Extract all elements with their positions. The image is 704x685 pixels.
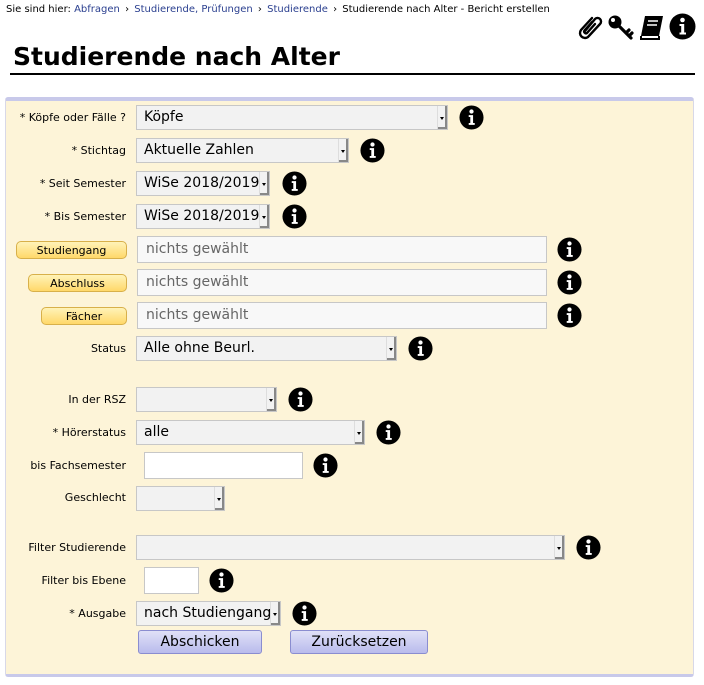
breadcrumb-link-abfragen[interactable]: Abfragen	[74, 4, 120, 15]
rsz-label: In der RSZ	[68, 393, 126, 406]
info-icon[interactable]	[557, 270, 582, 295]
info-icon[interactable]	[209, 568, 234, 593]
filter-ebene-input[interactable]	[144, 567, 199, 594]
ausgabe-value: nach Studiengang	[144, 605, 272, 621]
info-icon[interactable]	[282, 204, 307, 229]
dropdown-arrow-icon	[338, 139, 348, 162]
fachsemester-label: bis Fachsemester	[30, 459, 126, 472]
seit-semester-label: * Seit Semester	[39, 177, 126, 190]
studiengang-button[interactable]: Studiengang	[16, 241, 127, 259]
help-info-icon[interactable]	[669, 13, 696, 40]
abschluss-field[interactable]: nichts gewählt	[137, 269, 547, 296]
chevron-right-icon: ›	[125, 4, 130, 15]
faecher-field[interactable]: nichts gewählt	[137, 302, 547, 329]
dropdown-arrow-icon	[214, 487, 224, 510]
hoererstatus-select[interactable]	[136, 420, 365, 445]
studiengang-field[interactable]: nichts gewählt	[137, 236, 547, 263]
stichtag-label: * Stichtag	[71, 144, 126, 157]
bis-semester-label: * Bis Semester	[44, 210, 126, 223]
paperclip-icon[interactable]	[577, 13, 605, 41]
filter-ebene-label: Filter bis Ebene	[41, 574, 126, 587]
status-value: Alle ohne Beurl.	[144, 340, 255, 356]
faecher-button[interactable]: Fächer	[41, 307, 127, 325]
breadcrumb-link-studierende-pruefungen[interactable]: Studierende, Prüfungen	[134, 4, 253, 15]
chevron-right-icon: ›	[333, 4, 338, 15]
breadcrumb-link-studierende[interactable]: Studierende	[267, 4, 328, 15]
dropdown-arrow-icon	[386, 337, 396, 360]
status-label: Status	[90, 342, 126, 355]
dropdown-arrow-icon	[554, 536, 564, 559]
info-icon[interactable]	[376, 420, 401, 445]
submit-button[interactable]: Abschicken	[138, 630, 262, 654]
info-icon[interactable]	[408, 336, 433, 361]
filter-studierende-select[interactable]	[136, 535, 565, 560]
bis-semester-select[interactable]	[136, 204, 270, 229]
koepfe-value: Köpfe	[144, 109, 184, 125]
status-select[interactable]	[136, 336, 397, 361]
dropdown-arrow-icon	[437, 106, 447, 129]
filter-studierende-label: Filter Studierende	[28, 541, 126, 554]
reset-button[interactable]: Zurücksetzen	[290, 630, 428, 654]
info-icon[interactable]	[292, 601, 317, 626]
info-icon[interactable]	[557, 237, 582, 262]
geschlecht-select[interactable]	[136, 486, 225, 511]
info-icon[interactable]	[282, 171, 307, 196]
dropdown-arrow-icon	[259, 172, 269, 195]
seit-semester-select[interactable]	[136, 171, 270, 196]
key-icon[interactable]	[606, 13, 634, 41]
info-icon[interactable]	[576, 535, 601, 560]
info-icon[interactable]	[288, 387, 313, 412]
hoererstatus-value: alle	[144, 424, 169, 440]
dropdown-arrow-icon	[266, 388, 276, 411]
bis-semester-value: WiSe 2018/2019	[144, 208, 260, 224]
title-divider	[10, 73, 695, 75]
dropdown-arrow-icon	[259, 205, 269, 228]
koepfe-label: * Köpfe oder Fälle ?	[19, 111, 126, 124]
breadcrumb	[6, 4, 550, 15]
info-icon[interactable]	[360, 138, 385, 163]
breadcrumb-prefix: Sie sind hier:	[6, 4, 71, 15]
geschlecht-label: Geschlecht	[64, 491, 126, 504]
rsz-select[interactable]	[136, 387, 277, 412]
ausgabe-label: * Ausgabe	[69, 607, 126, 620]
breadcrumb-current: Studierende nach Alter - Bericht erstellen	[342, 4, 550, 15]
info-icon[interactable]	[459, 105, 484, 130]
dropdown-arrow-icon	[354, 421, 364, 444]
info-icon[interactable]	[313, 453, 338, 478]
koepfe-select[interactable]	[136, 105, 448, 130]
stichtag-select[interactable]	[136, 138, 349, 163]
abschluss-button[interactable]: Abschluss	[28, 274, 127, 292]
info-icon[interactable]	[557, 303, 582, 328]
seit-semester-value: WiSe 2018/2019	[144, 175, 260, 191]
fachsemester-input[interactable]	[144, 452, 303, 479]
chevron-right-icon: ›	[257, 4, 262, 15]
ausgabe-select[interactable]	[136, 601, 281, 626]
hoererstatus-label: * Hörerstatus	[52, 426, 126, 439]
book-icon[interactable]	[638, 13, 666, 41]
dropdown-arrow-icon	[270, 602, 280, 625]
page-title: Studierende nach Alter	[13, 42, 340, 71]
stichtag-value: Aktuelle Zahlen	[144, 142, 254, 158]
